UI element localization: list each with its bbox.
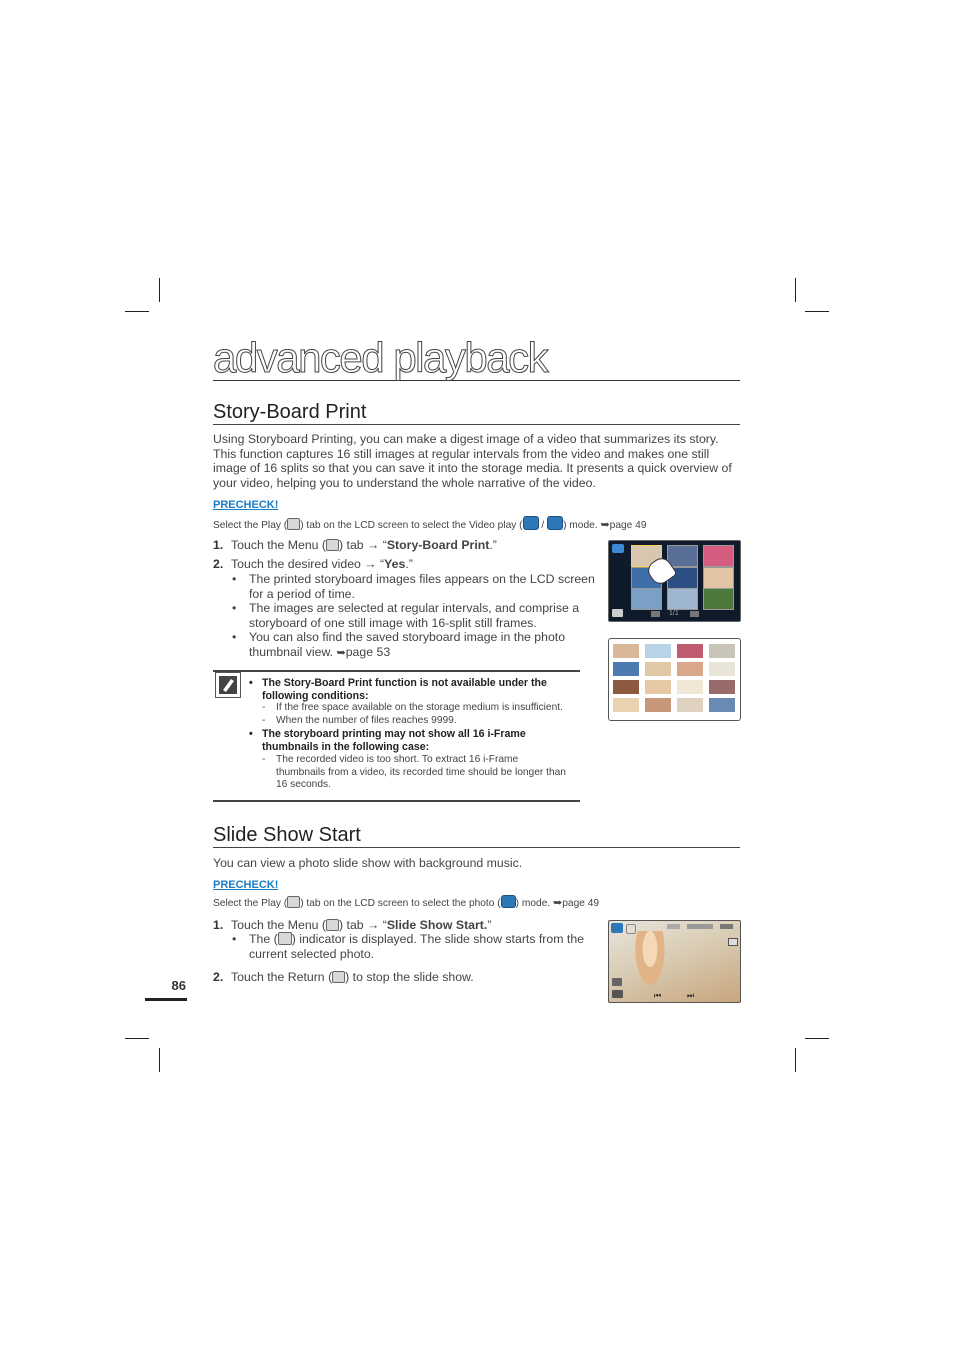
crop-mark: [159, 278, 160, 302]
storyboard-frame: [709, 644, 735, 658]
storyboard-16-split-image: [608, 638, 741, 721]
slideshow-indicator-icon: [278, 932, 292, 945]
note-subitem: - If the free space available on the storage medium is insufficient.: [262, 702, 563, 713]
note-bullet: • The storyboard printing may not show all 16 i-Frame thumbnails in the following case:: [249, 728, 526, 753]
video-thumbnail: [703, 588, 734, 610]
page-number: 86: [171, 978, 186, 993]
next-page-icon[interactable]: [690, 611, 699, 617]
photo-mode-icon: [611, 923, 623, 933]
page-number-bar: [145, 998, 187, 1001]
video-play-icon: [523, 516, 539, 530]
step-1: 1. Touch the Menu ( ) tab → “Story-Board Print.”: [213, 538, 497, 552]
storyboard-frame: [645, 680, 671, 694]
note-bullet: • The Story-Board Print function is not available under the following conditions:: [249, 677, 547, 702]
photo-icon: [501, 895, 516, 908]
crop-mark: [125, 1038, 149, 1039]
precheck-text: Select the Play ( ) tab on the LCD screen to select the Video play ( / ) mode. ➥page 49: [213, 516, 646, 531]
video-thumbnail: [667, 545, 698, 567]
video-play-icon: [547, 516, 563, 530]
precheck-label: PRECHECK!: [213, 499, 279, 511]
step-1: 1. Touch the Menu ( ) tab → “Slide Show Start.”: [213, 918, 492, 932]
chapter-title: advanced playback: [213, 336, 740, 381]
video-thumbnail: [703, 567, 734, 589]
tab-icon: [612, 544, 624, 553]
storyboard-frame: [709, 680, 735, 694]
return-icon: [332, 971, 345, 983]
storyboard-frame: [677, 662, 703, 676]
video-thumbnail: [703, 545, 734, 567]
storyboard-frame: [709, 662, 735, 676]
crop-mark: [795, 1048, 796, 1072]
storyboard-frame: [645, 698, 671, 712]
storyboard-frame: [677, 644, 703, 658]
note-icon: [215, 672, 241, 698]
note-subitem: - The recorded video is too short. To extract 16 i-Frame thumbnails from a video, its recorded time should be longer than 16 seconds.: [262, 754, 566, 791]
list-item: • You can also find the saved storyboard image in the photo thumbnail view. ➥page 53: [232, 630, 566, 659]
list-item: • The ( ) indicator is displayed. The slide show starts from the current selected photo.: [232, 932, 584, 961]
crop-mark: [795, 278, 796, 302]
info-icon: [728, 938, 738, 946]
storyboard-frame: [613, 698, 639, 712]
prev-page-icon[interactable]: [651, 611, 660, 617]
child-photo: [633, 931, 667, 991]
storyboard-frame: [613, 662, 639, 676]
volume-icon[interactable]: [612, 978, 622, 986]
storyboard-frame: [613, 644, 639, 658]
lcd-screen-slideshow: [608, 920, 741, 1003]
return-icon[interactable]: [612, 990, 623, 998]
storyboard-frame: [677, 698, 703, 712]
page-ref-arrow-icon: ➥: [600, 519, 610, 531]
play-tab-icon: [287, 896, 300, 908]
crop-mark: [805, 1038, 829, 1039]
crop-mark: [159, 1048, 160, 1072]
menu-tab-icon: [326, 919, 339, 931]
page-ref-arrow-icon: ➥: [553, 897, 563, 909]
storyboard-frame: [645, 644, 671, 658]
precheck-label: PRECHECK!: [213, 879, 279, 891]
precheck-text: Select the Play ( ) tab on the LCD screen to select the photo ( ) mode. ➥page 49: [213, 897, 600, 909]
list-item: • The images are selected at regular intervals, and comprise a storyboard of one still image with 16-split still frames.: [232, 601, 580, 630]
lcd-screen-video-thumbnails: [608, 540, 741, 622]
step-2: 2. Touch the desired video → “Yes.”: [213, 557, 413, 571]
note-subitem: - When the number of files reaches 9999.: [262, 715, 457, 726]
play-tab-icon: [287, 518, 300, 530]
page-indicator: 1/1: [669, 610, 679, 617]
storyboard-frame: [645, 662, 671, 676]
storyboard-frame: [613, 680, 639, 694]
storyboard-intro: Using Storyboard Printing, you can make a digest image of a video that summarizes its story. This function captures 16 still images at regular intervals from the video and makes one still image of 16 splits so that you can save it into the storage media. It presents a quick overview of your video, helping you to understand the whole narrative of the video.: [213, 432, 732, 490]
slideshow-intro: You can view a photo slide show with background music.: [213, 856, 523, 870]
next-icon[interactable]: ⏭: [687, 991, 695, 1000]
crop-mark: [125, 311, 149, 312]
storyboard-frame: [709, 698, 735, 712]
return-icon[interactable]: [612, 609, 623, 617]
video-thumbnail: [667, 588, 698, 610]
video-thumbnail: [631, 588, 662, 610]
previous-icon[interactable]: ⏮: [654, 991, 662, 1000]
step-2: 2. Touch the Return ( ) to stop the slide show.: [213, 970, 474, 984]
section-title-storyboard: Story-Board Print: [213, 400, 740, 425]
section-title-slideshow: Slide Show Start: [213, 823, 740, 848]
crop-mark: [805, 311, 829, 312]
page-ref-arrow-icon: ➥: [336, 646, 346, 659]
menu-tab-icon: [326, 539, 339, 551]
list-item: • The printed storyboard images files appears on the LCD screen for a period of time.: [232, 572, 595, 601]
status-icons: [667, 924, 733, 929]
storyboard-frame: [677, 680, 703, 694]
